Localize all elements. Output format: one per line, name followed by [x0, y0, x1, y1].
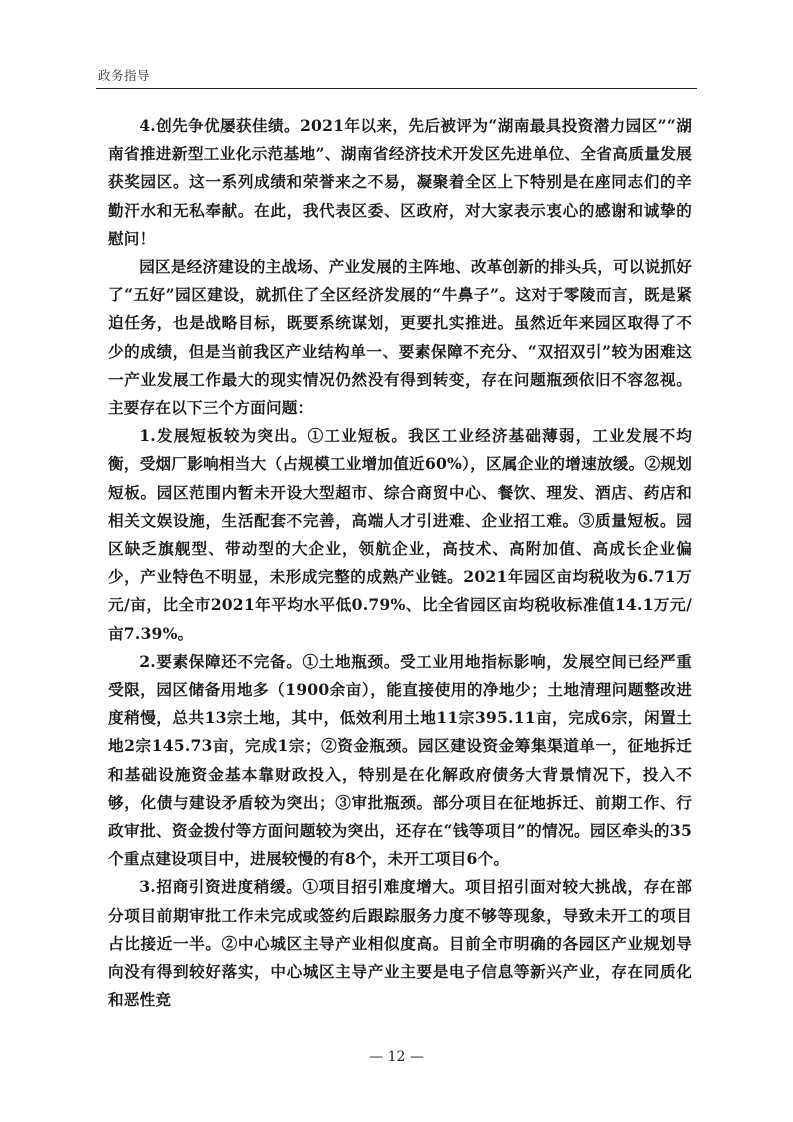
- paragraph: 4.创先争优屡获佳绩。2021年以来，先后被评为“湖南最具投资潜力园区”“湖南省推进新型工业化示范基地”、湖南省经济技术开发区先进单位、全省高质量发展获奖园区。这一系列成绩和荣誉来之不易，凝聚着全区上下特别是在座同志们的辛勤汗水和无私奉献。在此，我代表区委、区政府，对大家表示衷心的感谢和诚挚的慰问！: [108, 116, 692, 248]
- article-body: [108, 112, 692, 1015]
- running-header: 政务指导: [98, 68, 151, 83]
- page-number: — 12 —: [369, 1049, 424, 1065]
- paragraph: 园区是经济建设的主战场、产业发展的主阵地、改革创新的排头兵，可以说抓好了“五好”园区建设，就抓住了全区经济发展的“牛鼻子”。这对于零陵而言，既是紧迫任务，也是战略目标，既要系统谋划，更要扎实推进。虽然近年来园区取得了不少的成绩，但是当前我区产业结构单一、要素保障不充分、“双招双引”较为困难这一产业发展工作最大的现实情况仍然没有得到转变，存在问题瓶颈依旧不容忽视。主要存在以下三个方面问题：: [108, 257, 692, 418]
- header-divider: [96, 88, 697, 89]
- paragraph: 3.招商引资进度稍缓。①项目招引难度增大。项目招引面对较大挑战，存在部分项目前期审批工作未完成或签约后跟踪服务力度不够等现象，导致未开工的项目占比接近一半。②中心城区主导产业相似度高。目前全市明确的各园区产业规划导向没有得到较好落实，中心城区主导产业主要是电子信息等新兴产业，存在同质化和恶性竞: [108, 877, 692, 1010]
- paragraph: 2.要素保障还不完备。①土地瓶颈。受工业用地指标影响，发展空间已经严重受限，园区储备用地多（1900余亩），能直接使用的净地少；土地清理问题整改进度稍慢，总共13宗土地，其中，低效利用土地11宗395.11亩，完成6宗，闲置土地2宗145.73亩，完成1宗；②资金瓶颈。园区建设资金筹集渠道单一，征地拆迁和基础设施资金基本靠财政投入，特别是在化解政府债务大背景情况下，投入不够，化债与建设矛盾较为突出；③审批瓶颈。部分项目在征地拆迁、前期工作、行政审批、资金拨付等方面问题较为突出，还存在“钱等项目”的情况。园区牵头的35个重点建设项目中，进展较慢的有8个，未开工项目6个。: [108, 651, 692, 869]
- paragraph: 1.发展短板较为突出。①工业短板。我区工业经济基础薄弱，工业发展不均衡，受烟厂影响相当大（占规模工业增加值近60%），区属企业的增速放缓。②规划短板。园区范围内暂未开设大型超市、综合商贸中心、餐饮、理发、酒店、药店和相关文娱设施，生活配套不完善，高端人才引进难、企业招工难。③质量短板。园区缺乏旗舰型、带动型的大企业，领航企业，高技术、高附加值、高成长企业偏少，产业特色不明显，未形成完整的成熟产业链。2021年园区亩均税收为6.71万元/亩，比全市2021年平均水平低0.79%、比全省园区亩均税收标准值14.1万元/亩7.39%。: [108, 426, 692, 643]
